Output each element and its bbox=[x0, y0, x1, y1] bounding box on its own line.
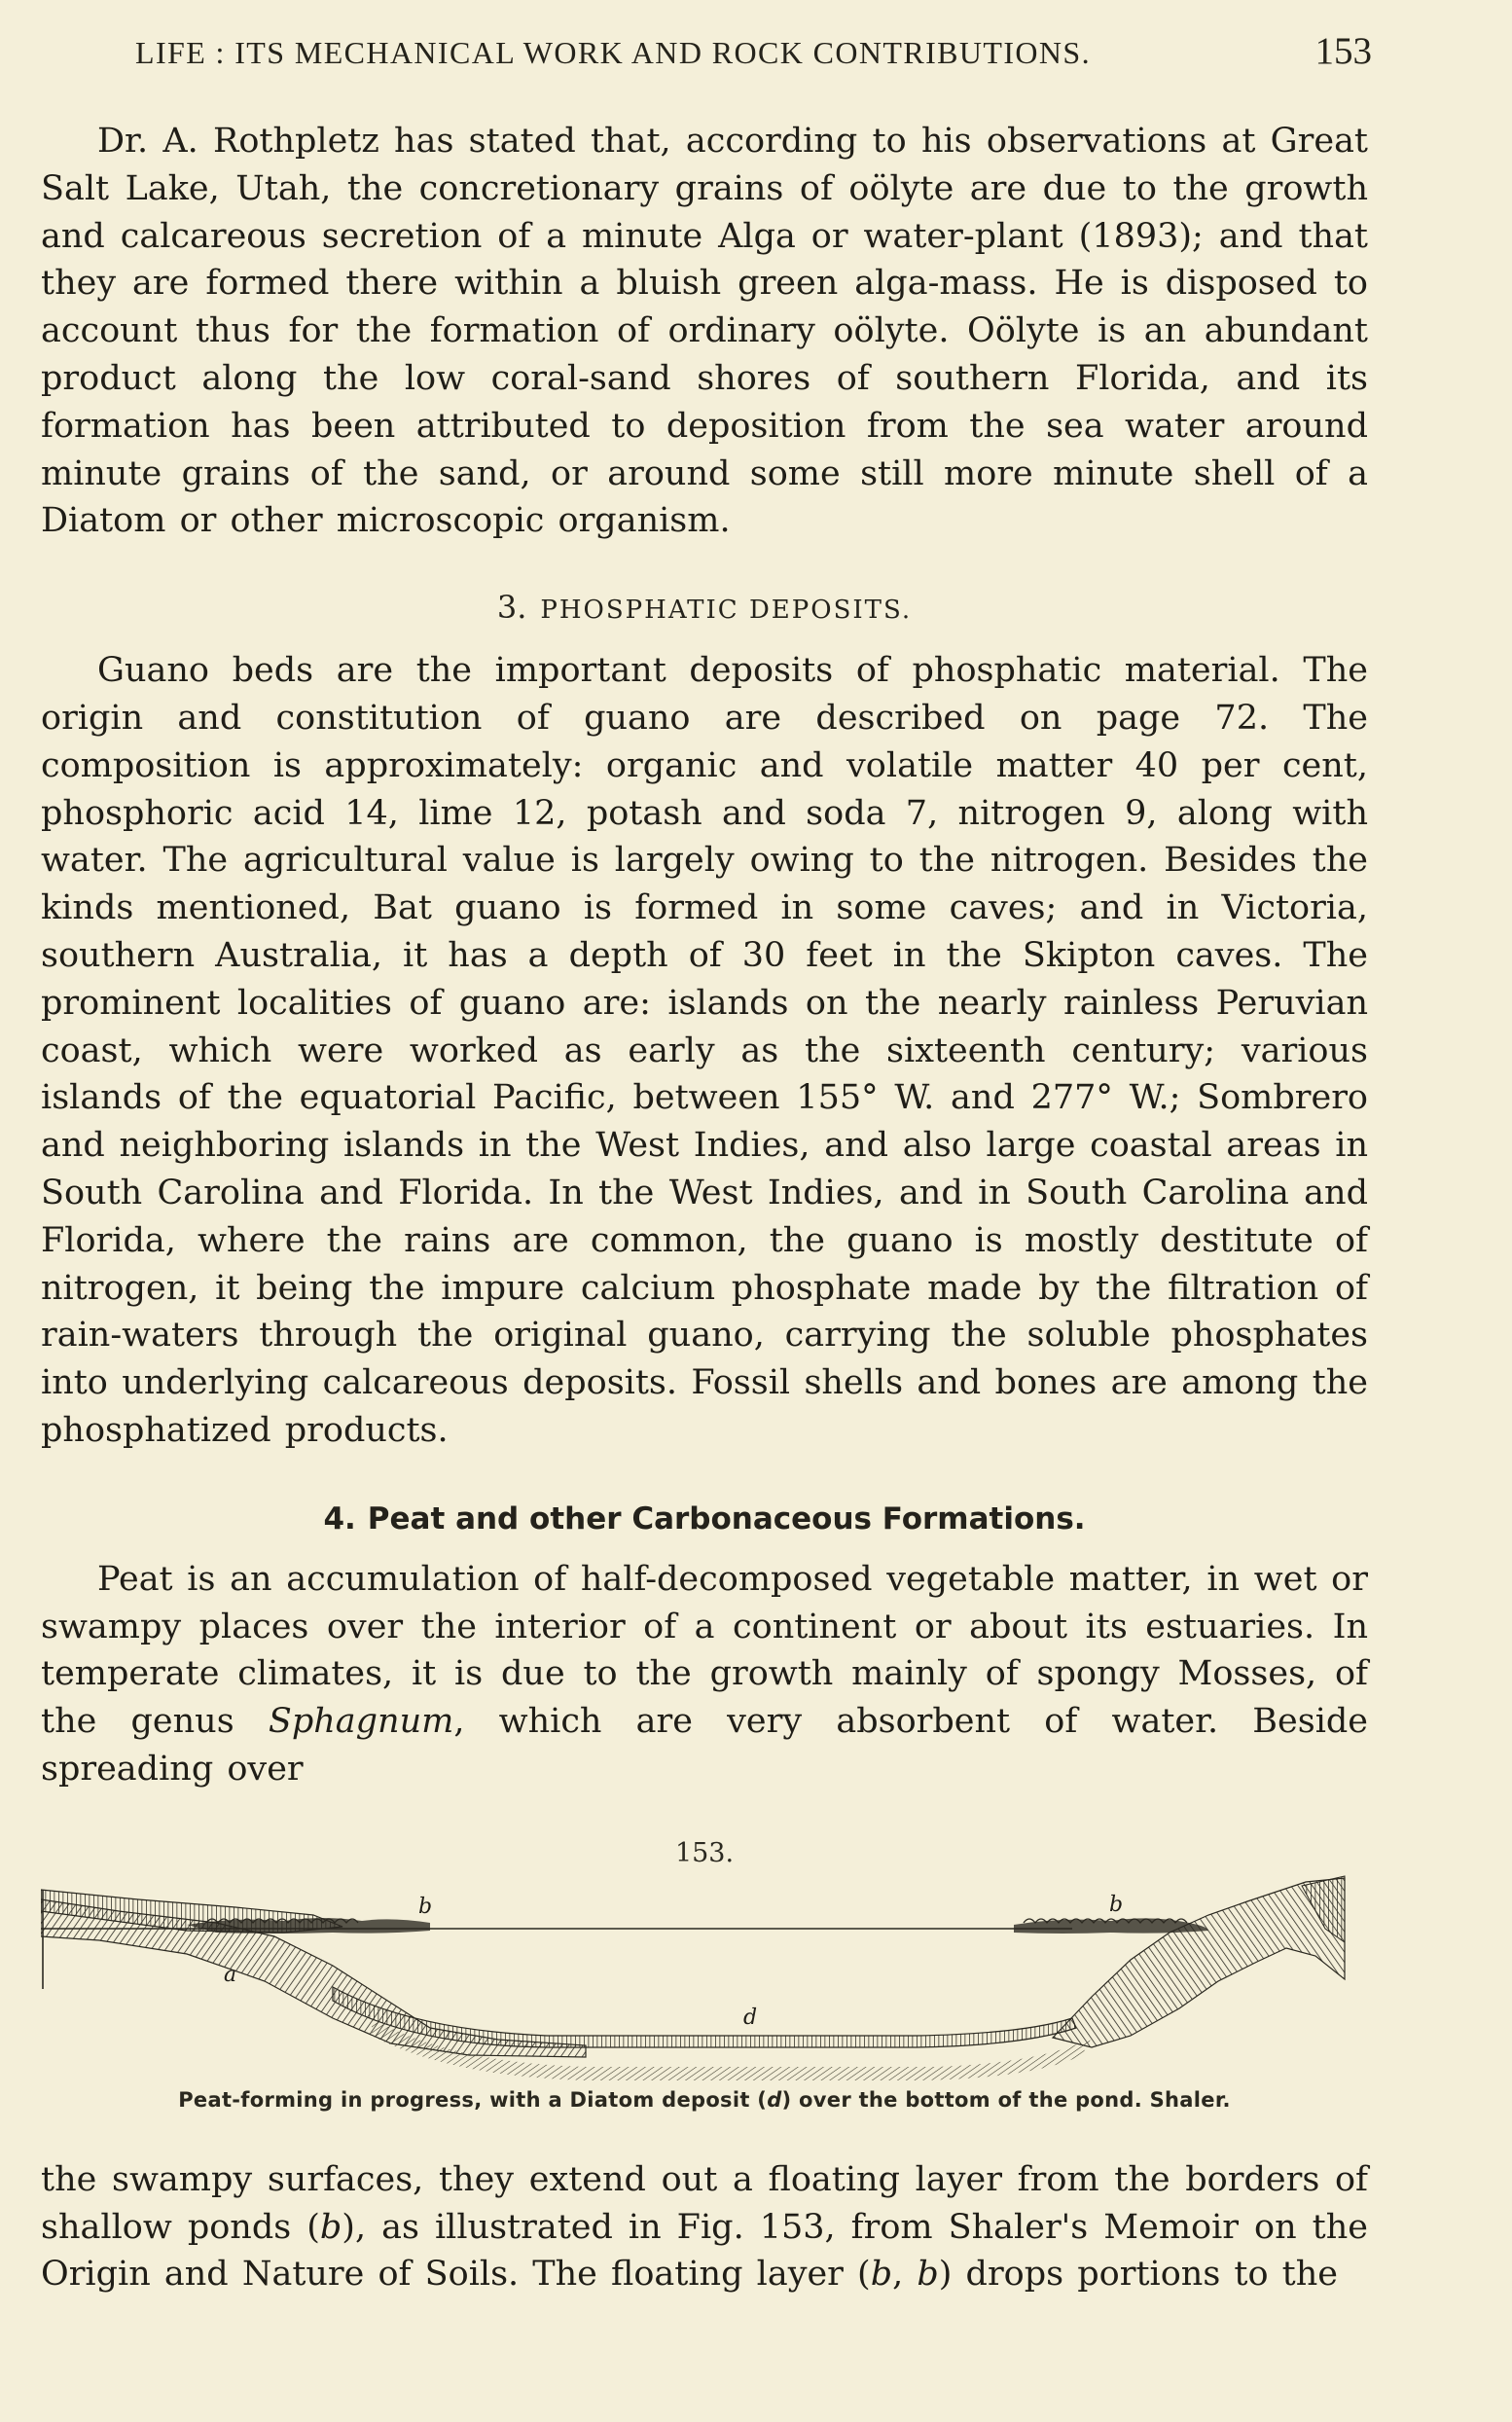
pond-cross-section-illustration bbox=[41, 1872, 1368, 2086]
section-number: 3. bbox=[496, 589, 527, 627]
running-head bbox=[135, 29, 1372, 73]
paragraph-text: Peat is an accumulation of half-decomposed vegetable matter, in wet or swampy places over the interior of a continent or about its estuaries. In temperate climates, it is due to the growth mainly of spongy Mosses, of the genus bbox=[41, 1559, 1368, 1742]
paragraph-oolyte: Dr. A. Rothpletz has stated that, according to his observations at Great Salt Lake, Utah, the concretionary grains of oölyte are due to the growth and calcareous secretion of a minute Alga or water-plant (1893); and that they are formed there within a bluish green alga-mass. He is disposed to account thus for the formation of ordinary oölyte. Oölyte is an abundant product along the low coral-sand shores of southern Florida, and its formation has been attributed to deposition from the sea water around minute grains of the sand, or around some still more minute shell of a Diatom or other microscopic organism. bbox=[41, 122, 1368, 541]
figure-153 bbox=[41, 1838, 1368, 2112]
paragraph-text: ), as illustrated in Fig. 153, from Shaler's Memoir on the Origin and Nature of Soils. The floating layer ( bbox=[41, 2207, 1369, 2295]
label-b-right: b bbox=[1109, 1892, 1124, 1917]
label-b-left: b bbox=[418, 1894, 433, 1919]
inline-label-b: b bbox=[917, 2255, 939, 2295]
right-bank-slope bbox=[1053, 1878, 1345, 2047]
label-d: d bbox=[743, 2005, 758, 2030]
caption-text: ) over the bottom of the pond. Shaler. bbox=[781, 2087, 1231, 2112]
paragraph-text: the swampy surfaces, they extend out a floating layer from the borders of shallow ponds ( bbox=[41, 2159, 1368, 2247]
paragraph-text: ) drops portions to the bbox=[938, 2255, 1338, 2295]
figure-caption bbox=[41, 2088, 1368, 2112]
figure-number: 153. bbox=[674, 1837, 735, 1868]
inline-label-b: b bbox=[870, 2255, 893, 2295]
paragraph-peat bbox=[41, 1556, 1368, 1793]
paragraph-text: , bbox=[892, 2255, 918, 2295]
running-head-title: LIFE : ITS MECHANICAL WORK AND ROCK CONTRIBUTIONS. bbox=[135, 35, 1092, 70]
caption-label-d: d bbox=[767, 2087, 782, 2112]
label-a: a bbox=[224, 1962, 237, 1987]
genus-name: Sphagnum bbox=[268, 1702, 454, 1742]
paragraph-guano: Guano beds are the important deposits of phosphatic material. The origin and constitution of guano are described on page 72. The composition is approximately: organic and volatile matter 40 per cent, phosphoric acid 14, lime 12, potash and soda 7, nitrogen 9, along with water. The agricultural value is largely owing to the nitrogen. Besides the kinds mentioned, Bat guano is formed in some caves; and in Victoria, southern Australia, it has a depth of 30 feet in the Skipton caves. The prominent localities of guano are: islands on the nearly rainless Peruvian coast, which were worked as early as the sixteenth century; various islands of the equatorial Pacific, between 155° W. and 277° W.; Sombrero and neighboring islands in the West Indies, and also large coastal areas in South Carolina and Florida. In the West Indies, and in South Carolina and Florida, where the rains are common, the guano is mostly destitute of nitrogen, it being the impure calcium phosphate made by the filtration of rain-waters through the original guano, carrying the soluble phosphates into underlying calcareous deposits. Fossil shells and bones are among the phosphatized products. bbox=[41, 651, 1368, 1450]
page-number: 153 bbox=[1314, 30, 1372, 72]
section-heading-phosphatic bbox=[41, 589, 1368, 626]
section-title: Peat and other Carbonaceous Formations. bbox=[367, 1500, 1086, 1536]
paragraph-text: , which are very absorbent of water. Beside spreading over bbox=[41, 1702, 1369, 1789]
caption-text: Peat-forming in progress, with a Diatom deposit ( bbox=[178, 2087, 768, 2112]
inline-label-b: b bbox=[319, 2207, 342, 2247]
diatom-deposit bbox=[333, 1987, 1076, 2047]
section-title: PHOSPHATIC DEPOSITS. bbox=[540, 596, 913, 626]
section-number: 4. bbox=[323, 1500, 356, 1536]
right-floating-layer bbox=[1014, 1918, 1208, 1934]
paragraph-floating-layer bbox=[41, 2156, 1368, 2298]
section-heading-peat bbox=[41, 1501, 1368, 1536]
